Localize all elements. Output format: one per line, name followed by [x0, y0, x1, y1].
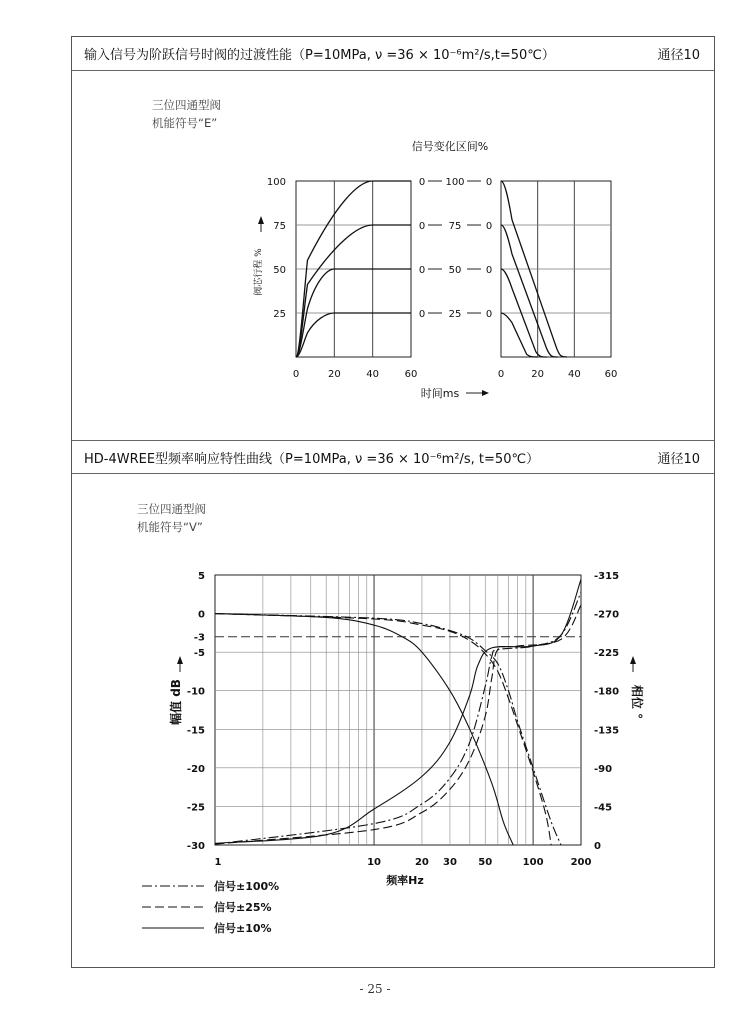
section1-caption-line2: 机能符号“E”: [152, 116, 218, 130]
fall-x-tick-label: 20: [531, 369, 545, 380]
phase-arrow-head: [630, 656, 636, 664]
frequency-tick-label: 10: [367, 857, 382, 868]
section2-caption-line1: 三位四通型阀: [137, 502, 206, 516]
frequency-tick-label: 50: [478, 857, 493, 868]
section1-caption-line1: 三位四通型阀: [152, 98, 221, 112]
signal-to-label: 75: [448, 221, 462, 232]
amplitude-tick-label: -30: [186, 841, 205, 852]
signal-from-label: 0: [418, 177, 426, 188]
section1-size: 通径10: [657, 48, 700, 63]
fall-x-tick-label: 60: [604, 369, 618, 380]
amplitude-tick-label: -5: [193, 648, 205, 660]
rise-x-tick-label: 40: [366, 369, 380, 380]
y-axis-arrow-head: [258, 216, 264, 224]
signal-range-label: 信号变化区间%: [411, 140, 489, 153]
frequency-tick-label: 1: [214, 857, 222, 868]
amplitude-tick-label: 5: [198, 571, 205, 582]
section2-title: HD-4WREE型频率响应特性曲线（P=10MPa, ν =36 × 10⁻⁶m²/s, t=50℃）: [84, 451, 540, 467]
phase-tick-label: 0: [594, 841, 601, 852]
section2-size: 通径10: [657, 451, 700, 467]
fall-curve-25: [501, 313, 538, 357]
amplitude-tick-label: -3: [193, 632, 205, 644]
signal-return-label: 0: [485, 265, 493, 276]
rise-x-tick-label: 60: [404, 369, 418, 380]
rise-y-tick-label: 100: [266, 177, 286, 188]
phase-axis-label: 相位 °: [630, 684, 644, 720]
section2-caption-line2: 机能符号“V”: [137, 520, 203, 534]
x-axis-arrow-head: [482, 390, 489, 396]
rise-x-tick-label: 0: [292, 369, 300, 380]
phase-tick-label: -315: [594, 571, 620, 582]
legend-label-series-2: 信号±10%: [214, 922, 272, 935]
frequency-tick-label: 30: [442, 857, 457, 868]
amplitude-axis-label: 幅值 dB: [169, 679, 183, 725]
amplitude-tick-label: -10: [186, 686, 205, 698]
frequency-tick-label: 200: [570, 857, 592, 868]
phase-tick-label: -45: [594, 802, 613, 814]
signal-from-label: 0: [418, 221, 426, 232]
fall-x-tick-label: 40: [567, 369, 581, 380]
legend-label-series-0: 信号±100%: [214, 880, 280, 893]
signal-to-label: 50: [448, 265, 462, 276]
spool-stroke-axis-label: 阀芯行程 %: [254, 248, 264, 296]
rise-y-tick-label: 75: [273, 221, 286, 232]
phase-tick-label: -90: [594, 763, 613, 775]
page-number: - 25 -: [359, 982, 391, 996]
fall-curve-75: [501, 225, 558, 357]
phase-tick-label: -135: [594, 725, 620, 737]
frequency-tick-label: 20: [414, 857, 429, 868]
phase-tick-label: -225: [594, 648, 620, 660]
time-axis-label: 时间ms: [420, 387, 460, 400]
signal-from-label: 0: [418, 265, 426, 276]
frequency-tick-label: 100: [522, 857, 544, 868]
amplitude-tick-label: 0: [198, 609, 205, 621]
fall-x-tick-label: 0: [497, 369, 505, 380]
amplitude-tick-label: -15: [186, 725, 205, 737]
section1-title: 输入信号为阶跃信号时阀的过渡性能（P=10MPa, ν =36 × 10⁻⁶m²/s,t=50℃）: [84, 48, 555, 63]
rise-x-tick-label: 20: [327, 369, 341, 380]
amp-arrow-head: [177, 656, 183, 664]
phase-tick-label: -270: [594, 609, 620, 621]
signal-to-label: 25: [448, 309, 462, 320]
phase-tick-label: -180: [594, 686, 620, 698]
rise-y-tick-label: 25: [273, 309, 286, 320]
signal-to-label: 100: [445, 177, 465, 188]
amplitude-tick-label: -20: [186, 763, 205, 775]
rise-curve-25: [296, 313, 411, 357]
signal-from-label: 0: [418, 309, 426, 320]
legend-label-series-1: 信号±25%: [214, 901, 272, 914]
signal-return-label: 0: [485, 177, 493, 188]
signal-return-label: 0: [485, 221, 493, 232]
rise-y-tick-label: 50: [273, 265, 286, 276]
signal-return-label: 0: [485, 309, 493, 320]
amplitude-tick-label: -25: [186, 802, 205, 814]
frequency-axis-label: 频率Hz: [386, 874, 424, 887]
